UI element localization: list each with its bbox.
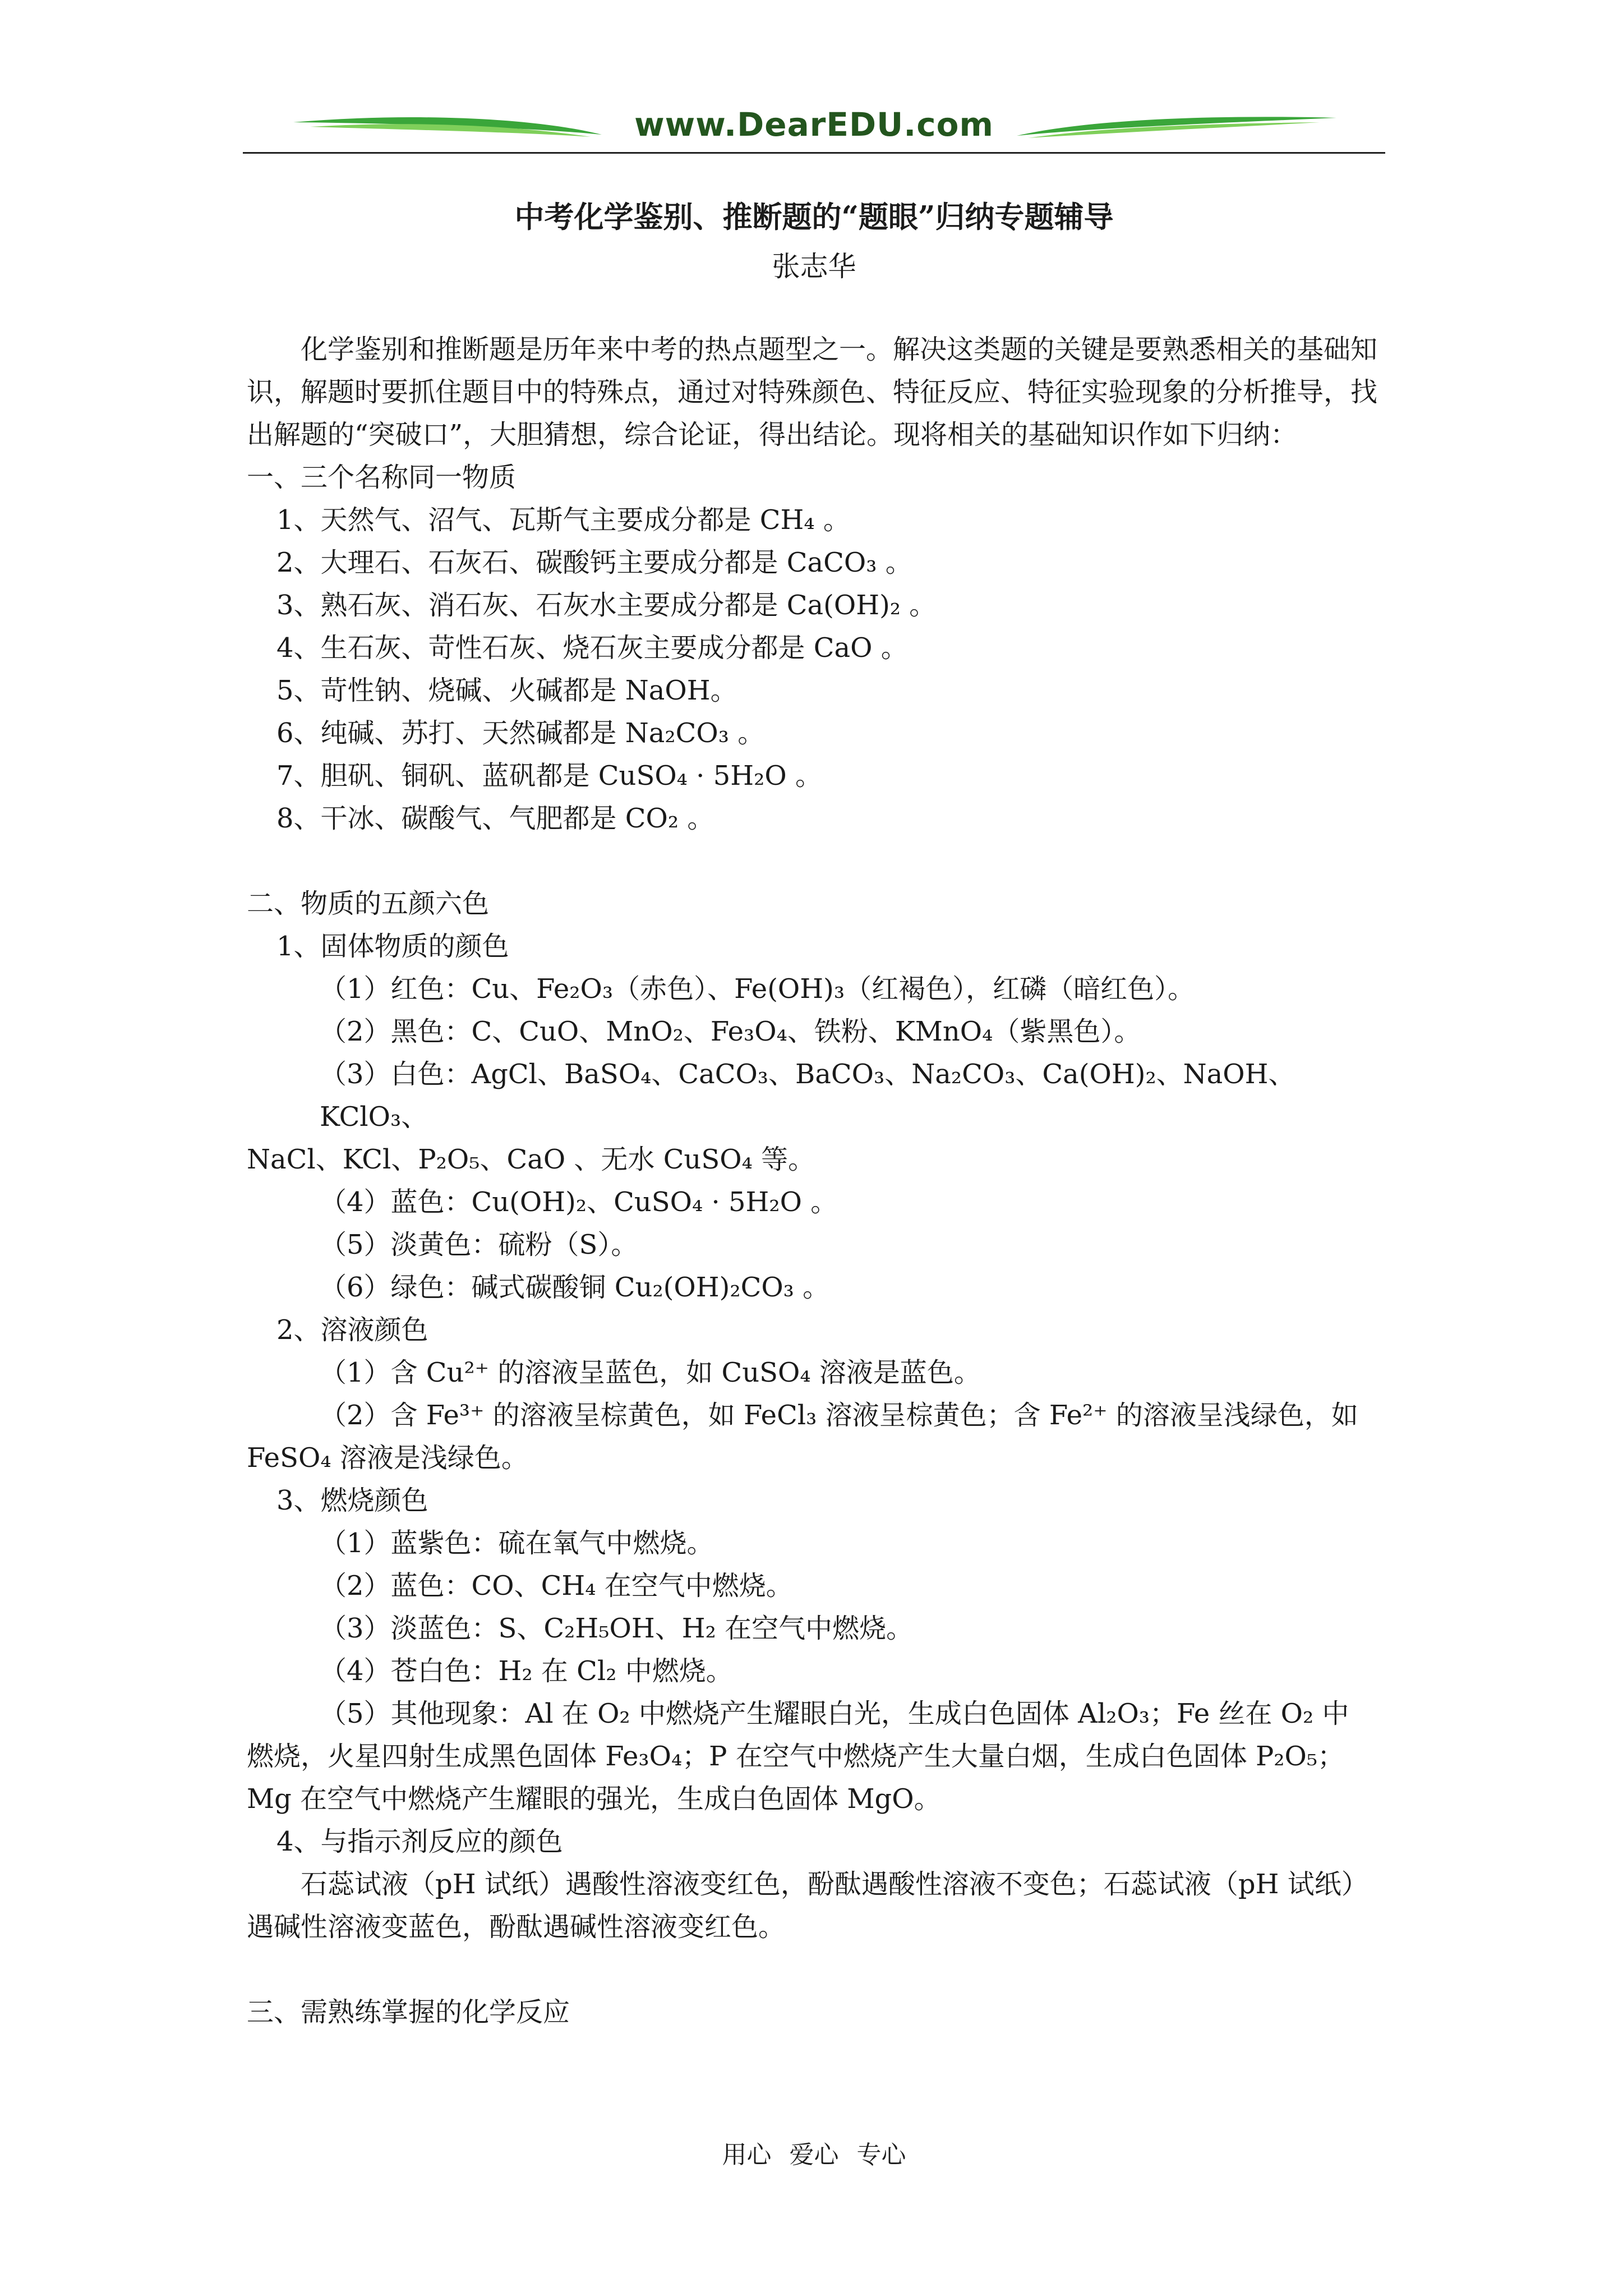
author-name: 张志华 <box>772 250 856 283</box>
section-heading: 一、三个名称同一物质 <box>247 462 517 493</box>
list-item: （4）苍白色：H₂ 在 Cl₂ 中燃烧。 <box>320 1655 733 1687</box>
spacer <box>247 840 1385 882</box>
list-item: （6）绿色：碱式碳酸铜 Cu₂(OH)₂CO₃ 。 <box>320 1272 830 1303</box>
list-item: （4）蓝色：Cu(OH)₂、CuSO₄ · 5H₂O 。 <box>320 1186 838 1218</box>
list-item: 5、苛性钠、烧碱、火碱都是 NaOH。 <box>276 675 737 706</box>
intro-paragraph: 化学鉴别和推断题是历年来中考的热点题型之一。解决这类题的关键是要熟悉相关的基础知识，解题时要抓住题目中的特殊点，通过对特殊颜色、特征反应、特征实验现象的分析推导，找出解题的“突破口”，大胆猜想，综合论证，得出结论。现将相关的基础知识作如下归纳： <box>247 334 1378 450</box>
list-item-continuation: Mg 在空气中燃烧产生耀眼的强光，生成白色固体 MgO。 <box>247 1783 941 1815</box>
list-item: （5）淡黄色：硫粉（S）。 <box>320 1229 638 1260</box>
document-body <box>247 328 1385 2033</box>
list-item-continuation: NaCl、KCl、P₂O₅、CaO 、无水 CuSO₄ 等。 <box>247 1144 815 1175</box>
subsection-heading: 2、溶液颜色 <box>276 1314 428 1346</box>
list-item: （2）含 Fe³⁺ 的溶液呈棕黄色，如 FeCl₃ 溶液呈棕黄色；含 Fe²⁺ 的溶液呈浅绿色，如 <box>320 1400 1358 1431</box>
page-footer: 用心 爱心 专心 <box>722 2141 906 2169</box>
list-item: （1）红色：Cu、Fe₂O₃（赤色）、Fe(OH)₃（红褐色），红磷（暗红色）。 <box>320 973 1195 1005</box>
site-logo-text: www.DearEDU.com <box>634 105 994 144</box>
page-header <box>243 95 1385 163</box>
list-item: （2）蓝色：CO、CH₄ 在空气中燃烧。 <box>320 1570 793 1602</box>
list-item: 4、生石灰、苛性石灰、烧石灰主要成分都是 CaO 。 <box>276 632 908 664</box>
list-item-continuation: FeSO₄ 溶液是浅绿色。 <box>247 1442 528 1474</box>
paragraph-line: 遇碱性溶液变蓝色，酚酞遇碱性溶液变红色。 <box>247 1911 786 1943</box>
list-item: （1）蓝紫色：硫在氧气中燃烧。 <box>320 1527 714 1559</box>
list-item: 7、胆矾、铜矾、蓝矾都是 CuSO₄ · 5H₂O 。 <box>276 760 822 792</box>
list-item: （1）含 Cu²⁺ 的溶液呈蓝色，如 CuSO₄ 溶液是蓝色。 <box>320 1357 981 1388</box>
list-item: 2、大理石、石灰石、碳酸钙主要成分都是 CaCO₃ 。 <box>276 547 912 578</box>
list-item: （5）其他现象：Al 在 O₂ 中燃烧产生耀眼白光，生成白色固体 Al₂O₃；Fe 丝在 O₂ 中 <box>320 1698 1349 1729</box>
list-item: 1、天然气、沼气、瓦斯气主要成分都是 CH₄ 。 <box>276 504 850 536</box>
section-heading: 二、物质的五颜六色 <box>247 888 490 919</box>
section-heading: 三、需熟练掌握的化学反应 <box>247 1996 570 2028</box>
spacer <box>247 1948 1385 1991</box>
list-item: 8、干冰、碳酸气、气肥都是 CO₂ 。 <box>276 803 714 834</box>
subsection-heading: 4、与指示剂反应的颜色 <box>276 1826 563 1857</box>
list-item: （2）黑色：C、CuO、MnO₂、Fe₃O₄、铁粉、KMnO₄（紫黑色）。 <box>320 1016 1141 1047</box>
subsection-heading: 3、燃烧颜色 <box>276 1485 428 1516</box>
list-item: 6、纯碱、苏打、天然碱都是 Na₂CO₃ 。 <box>276 717 765 749</box>
header-divider <box>243 152 1385 154</box>
list-item: 3、熟石灰、消石灰、石灰水主要成分都是 Ca(OH)₂ 。 <box>276 590 937 621</box>
subsection-heading: 1、固体物质的颜色 <box>276 931 509 962</box>
paragraph-line: 石蕊试液（pH 试纸）遇酸性溶液变红色，酚酞遇酸性溶液不变色；石蕊试液（pH 试纸） <box>301 1869 1368 1900</box>
list-item: （3）白色：AgCl、BaSO₄、CaCO₃、BaCO₃、Na₂CO₃、Ca(OH)₂、NaOH、KClO₃、 <box>320 1059 1295 1133</box>
list-item: （3）淡蓝色：S、C₂H₅OH、H₂ 在空气中燃烧。 <box>320 1613 914 1644</box>
list-item-continuation: 燃烧，火星四射生成黑色固体 Fe₃O₄；P 在空气中燃烧产生大量白烟，生成白色固体 P₂O₅； <box>247 1741 1345 1772</box>
document-title: 中考化学鉴别、推断题的“题眼”归纳专题辅导 <box>514 200 1114 234</box>
